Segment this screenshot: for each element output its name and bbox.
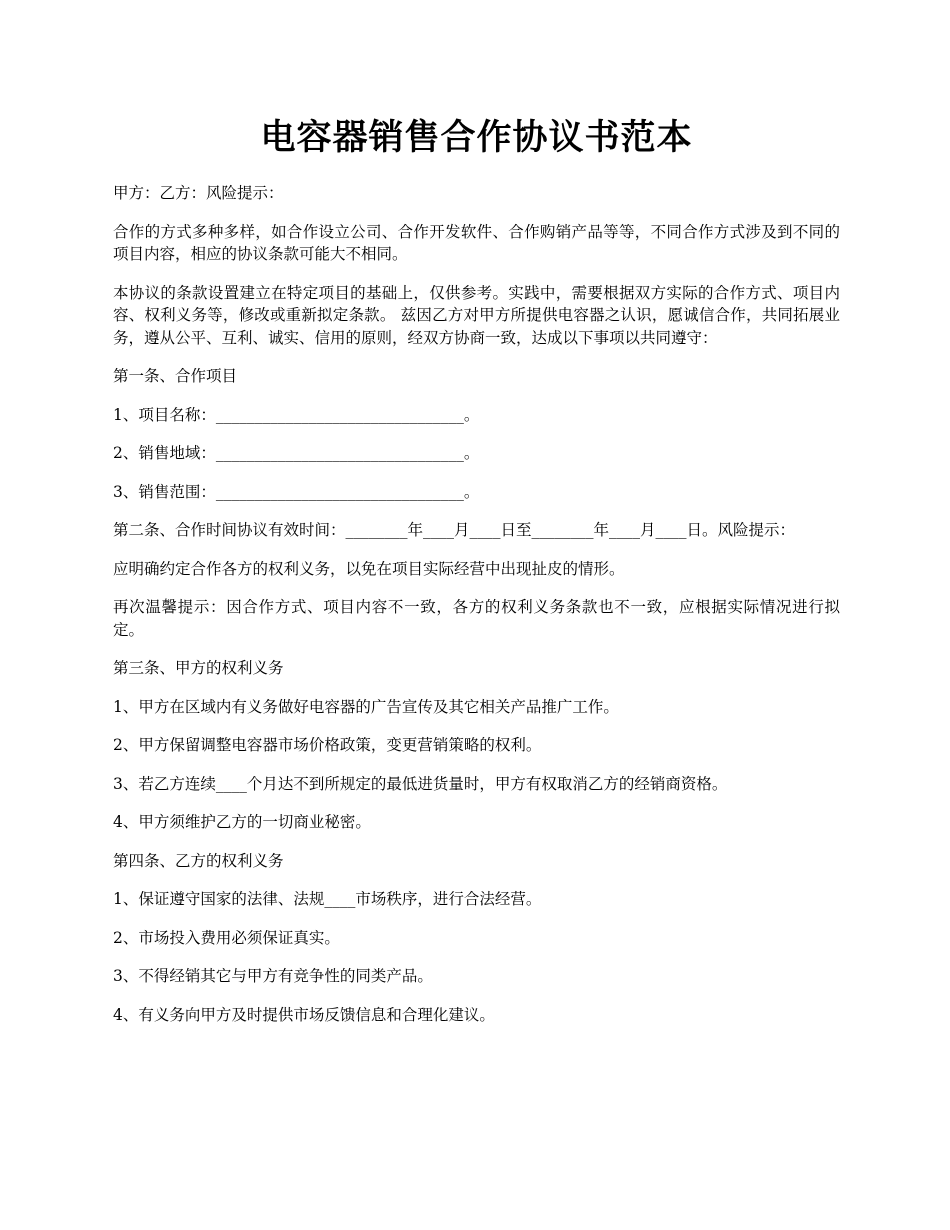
- article-3-item-2: 2、甲方保留调整电容器市场价格政策，变更营销策略的权利。: [113, 736, 542, 754]
- article-4-item-1: 1、保证遵守国家的法律、法规____市场秩序，进行合法经营。: [113, 890, 542, 908]
- article-4-heading: 第四条、乙方的权利义务: [113, 851, 284, 870]
- document-body: [113, 182, 840, 1026]
- document-page: [113, 0, 840, 1042]
- risk-note: 应明确约定合作各方的权利义务，以免在项目实际经营中出现扯皮的情形。: [113, 559, 625, 578]
- article-1-heading: 第一条、合作项目: [113, 367, 238, 385]
- article-1-item-1: 1、项目名称：________________________________。: [113, 405, 480, 424]
- paragraph-agreement-basis: 本协议的条款设置建立在特定项目的基础上，仅供参考。实践中，需要根据双方实际的合作方式、项目内容、权利义务等，修改或重新拟定条款。 兹因乙方对甲方所提供电容器之认识，愿诚信合作，共同拓展业务，遵从公平、互利、诚实、信用的原则，经双方协商一致，达成以下事项以共同遵守：: [113, 283, 840, 347]
- article-1-item-2: 2、销售地域：________________________________。: [113, 444, 480, 462]
- document-title: 电容器销售合作协议书范本: [260, 117, 693, 158]
- paragraph-cooperation-methods: 合作的方式多种多样，如合作设立公司、合作开发软件、合作购销产品等等，不同合作方式涉及到不同的项目内容，相应的协议条款可能大不相同。: [113, 222, 840, 263]
- article-4-item-2: 2、市场投入费用必须保证真实。: [113, 928, 340, 947]
- parties-line: 甲方：乙方：风险提示：: [113, 184, 284, 202]
- article-3-item-3: 3、若乙方连续____个月达不到所规定的最低进货量时，甲方有权取消乙方的经销商资格。: [113, 774, 728, 793]
- article-3-item-4: 4、甲方须维护乙方的一切商业秘密。: [113, 813, 371, 831]
- article-4-item-3: 3、不得经销其它与甲方有竞争性的同类产品。: [113, 967, 433, 985]
- article-1-item-3: 3、销售范围：________________________________。: [113, 482, 480, 501]
- reminder-note: 再次温馨提示：因合作方式、项目内容不一致，各方的权利义务条款也不一致，应根据实际情况进行拟定。: [113, 598, 840, 639]
- article-3-heading: 第三条、甲方的权利义务: [113, 659, 284, 677]
- article-2-paragraph: 第二条、合作时间协议有效时间：________年____月____日至________年____月____日。风险提示：: [113, 521, 796, 539]
- article-4-item-4: 4、有义务向甲方及时提供市场反馈信息和合理化建议。: [113, 1005, 495, 1024]
- article-3-item-1: 1、甲方在区域内有义务做好电容器的广告宣传及其它相关产品推广工作。: [113, 697, 619, 716]
